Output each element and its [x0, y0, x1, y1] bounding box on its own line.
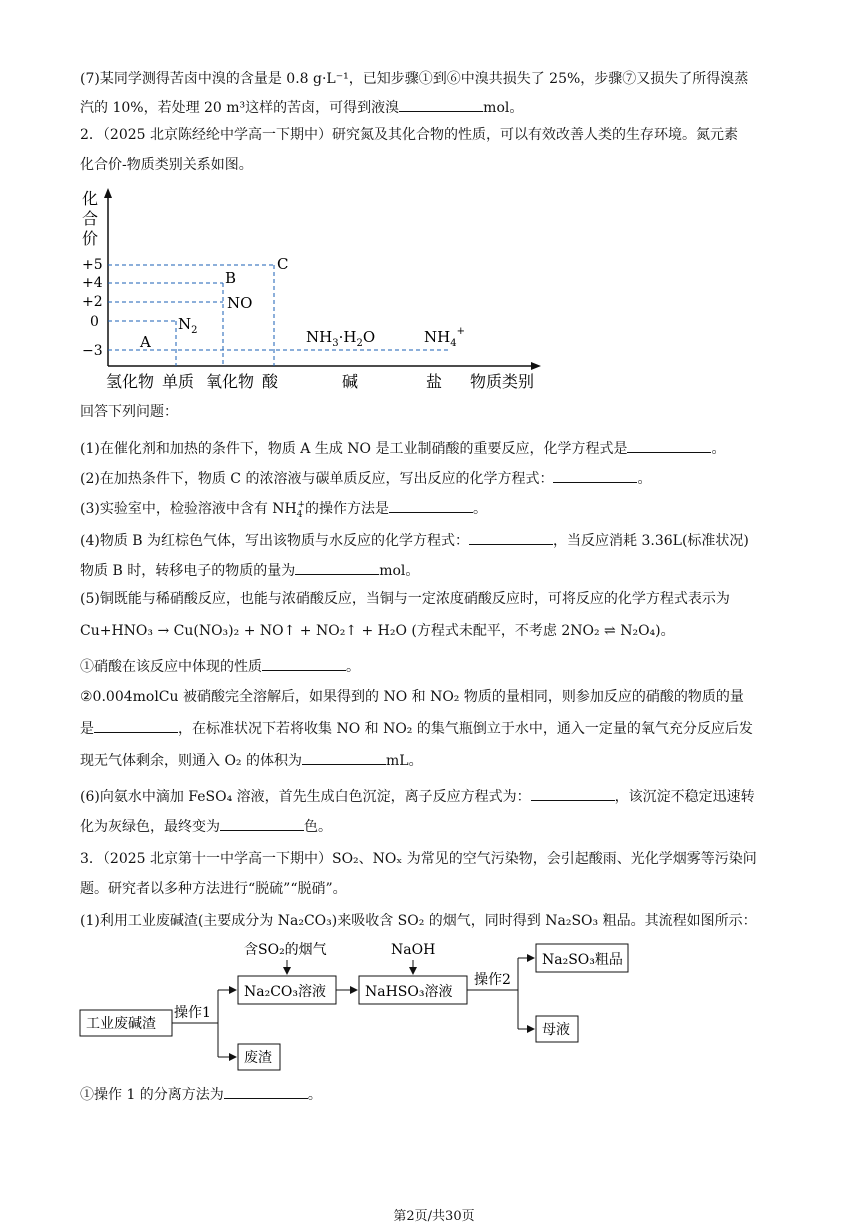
y-tick: +4	[82, 275, 103, 291]
answer-blank[interactable]	[469, 530, 553, 545]
y-tick: 0	[90, 314, 99, 330]
answer-blank[interactable]	[220, 816, 304, 831]
y-axis-label-2: 合	[82, 209, 99, 228]
x-cat-element: 单质	[162, 372, 195, 391]
x-cat-base: 碱	[342, 372, 359, 391]
part-5-equation: Cu+HNO₃ → Cu(NO₃)₂ + NO↑ + NO₂↑ + H₂O (方程式未配平，不考虑 2NO₂ ⇌ N₂O₄)。	[80, 623, 675, 639]
part-6-line2: 化为灰绿色，最终变为 色。	[80, 816, 332, 836]
x-cat-oxide: 氧化物	[206, 372, 255, 391]
x-cat-acid: 酸	[262, 372, 279, 391]
part-6-line1: (6)向氨水中滴加 FeSO₄ 溶液，首先生成白色沉淀，离子反应方程式为： ，该沉淀不稳定迅速转	[80, 786, 755, 806]
naoh-input-label: NaOH	[391, 942, 436, 958]
part-5-2-line3: 现无气体剩余，则通入 O₂ 的体积为 mL。	[80, 750, 423, 770]
answer-blank[interactable]	[295, 560, 379, 575]
answer-blank[interactable]	[389, 498, 473, 513]
point-nh3h2o: $NH_3\cdot H_2O$	[306, 328, 376, 349]
q7-line2: 汽的 10%，若处理 20 m³这样的苦卤，可得到液溴 mol。	[80, 97, 523, 117]
point-no: NO	[227, 294, 253, 312]
answer-blank[interactable]	[553, 468, 637, 483]
part-3: (3)实验室中，检验溶液中含有 $NH_4^+$的操作方法是 。	[80, 498, 487, 518]
answer-blank[interactable]	[627, 438, 711, 453]
q2-header-2: 化合价-物质类别关系如图。	[80, 157, 253, 173]
answer-blank[interactable]	[399, 97, 483, 112]
answer-blank[interactable]	[224, 1084, 308, 1099]
answer-blank[interactable]	[531, 786, 615, 801]
point-b: B	[225, 269, 237, 287]
y-tick: +5	[82, 257, 103, 273]
part-2: (2)在加热条件下，物质 C 的浓溶液与碳单质反应，写出反应的化学方程式： 。	[80, 468, 651, 488]
box-na2so3: Na₂SO₃粗品	[542, 952, 623, 968]
point-a: A	[140, 333, 151, 351]
x-axis-label: 物质类别	[470, 372, 535, 391]
point-n2: $N_2$	[178, 315, 198, 336]
part-5-1: ①硝酸在该反应中体现的性质 。	[80, 656, 360, 676]
answer-blank[interactable]	[302, 750, 386, 765]
y-tick: +2	[82, 294, 103, 310]
op2-label: 操作2	[474, 972, 511, 988]
q7-line1: (7)某同学测得苦卤中溴的含量是 0.8 g·L⁻¹，已知步骤①到⑥中溴共损失了 25%，步骤⑦又损失了所得溴蒸	[80, 71, 749, 87]
smoke-input-label: 含SO₂的烟气	[244, 942, 327, 958]
box-na2co3: Na₂CO₃溶液	[244, 984, 327, 1000]
box-waste-alkali: 工业废碱渣	[86, 1016, 156, 1032]
point-c: C	[277, 255, 289, 273]
part-4-line2: 物质 B 时，转移电子的物质的量为 mol。	[80, 560, 419, 580]
part-5-line1: (5)铜既能与稀硝酸反应，也能与浓硝酸反应，当铜与一定浓度硝酸反应时，可将反应的化学方程式表示为	[80, 591, 730, 607]
y-axis-label-1: 化	[82, 189, 99, 208]
x-cat-salt: 盐	[426, 372, 443, 391]
q3-part-1-1: ①操作 1 的分离方法为 。	[80, 1084, 322, 1104]
part-4-line1: (4)物质 B 为红棕色气体，写出该物质与水反应的化学方程式： ，当反应消耗 3.36L(标准状况)	[80, 530, 749, 550]
y-axis-label-3: 价	[82, 229, 99, 248]
box-mother-liquor: 母液	[542, 1022, 570, 1038]
y-tick: −3	[82, 343, 103, 359]
part-1: (1)在催化剂和加热的条件下，物质 A 生成 NO 是工业制硝酸的重要反应，化学方程式是 。	[80, 438, 725, 458]
box-waste-residue: 废渣	[244, 1050, 272, 1066]
q3-part-1: (1)利用工业废碱渣(主要成分为 Na₂CO₃)来吸收含 SO₂ 的烟气，同时得到 Na₂SO₃ 粗品。其流程如图所示：	[80, 913, 757, 929]
part-5-2-line2: 是 ，在标准状况下若将收集 NO 和 NO₂ 的集气瓶倒立于水中，通入一定量的氧气充分反应后发	[80, 718, 753, 738]
box-nahso3: NaHSO₃溶液	[365, 984, 453, 1000]
point-nh4: $NH_4^+$	[424, 326, 465, 349]
x-cat-hydride: 氢化物	[106, 372, 155, 391]
answer-blank[interactable]	[262, 656, 346, 671]
answer-intro: 回答下列问题：	[80, 404, 178, 420]
answer-blank[interactable]	[94, 718, 178, 733]
op1-label: 操作1	[174, 1005, 211, 1021]
q2-header-1: 2．（2025 北京陈经纶中学高一下期中）研究氮及其化合物的性质，可以有效改善人类的生存环境。氮元素	[80, 127, 738, 143]
process-flow-diagram	[78, 934, 638, 1084]
valence-category-chart	[78, 182, 558, 397]
page-footer: 第2页/共30页	[393, 1209, 475, 1224]
q3-header-1: 3．（2025 北京第十一中学高一下期中）SO₂、NOₓ 为常见的空气污染物，会引起酸雨、光化学烟雾等污染问	[80, 851, 757, 867]
q3-header-2: 题。研究者以多种方法进行“脱硫”“脱硝”。	[80, 881, 347, 897]
part-5-2-line1: ②0.004molCu 被硝酸完全溶解后，如果得到的 NO 和 NO₂ 物质的量相同，则参加反应的硝酸的物质的量	[80, 689, 744, 705]
